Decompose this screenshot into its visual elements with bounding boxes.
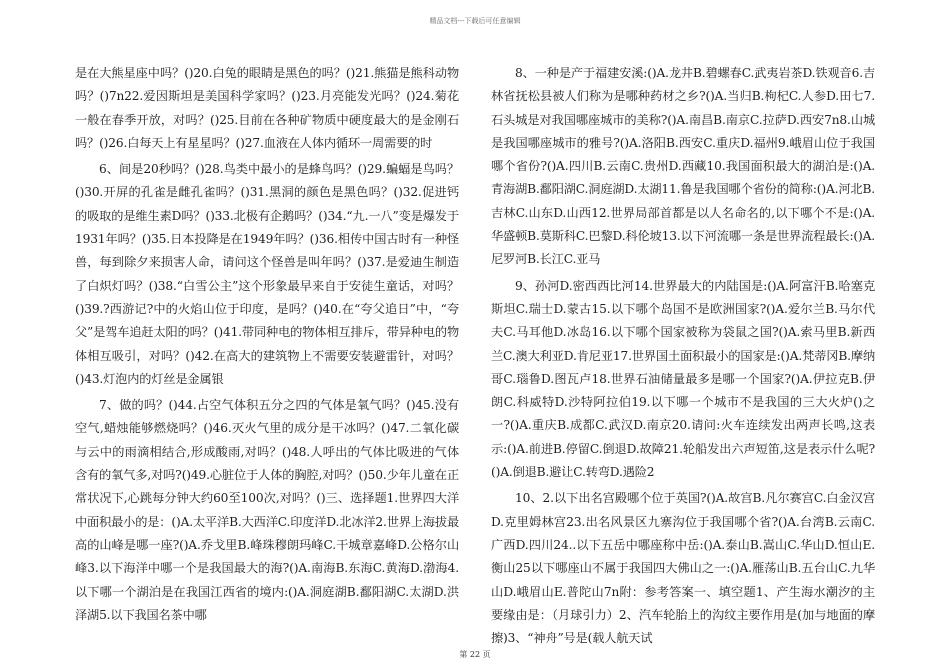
right-paragraph-1: 8、一种是产于福建安溪:()A.龙井B.碧螺春C.武夷岩茶D.铁观音6.吉林省抚松县被人们称为是哪种药材之乡?()A.当归B.枸杞C.人参D.田七7.石头城是对我国哪座城市的美称?()A.南昌B.南京C.拉萨D.西安7n8.山城是我国哪座城市的雅号?()A.洛阳B.西安C.重庆D.福州9.峨眉山位于我国哪个省份?()A.四川B.云南C.贵州D.西藏10.我国面积最大的湖泊是:()A.青海湖B.鄱阳湖C.洞庭湖D.太湖11.鲁是我国哪个省份的简称:()A.河北B.吉林C.山东D.山西12.世界局部首都是以人名命名的,以下哪个不是:()A.华盛顿B.莫斯科C.巴黎D.科伦坡13.以下河流哪一条是世界流程最长:()A.尼罗河B.长江C.亚马 — [491, 66, 875, 267]
left-column — [75, 62, 459, 630]
page-header: 精品文档---下载后可任意编辑 — [429, 17, 521, 25]
left-paragraph-3: 7、做的吗？()44.占空气体积五分之四的气体是氧气吗？()45.没有空气,蜡烛能够燃烧吗？()46.灭火气里的成分是干冰吗？()47.二氧化碳与云中的雨滴相结合,形成酸雨,对吗？()48.人呼出的气体比吸进的气体含有的氧气多,对吗?()49.心脏位于人体的胸腔,对吗？()50.少年儿童在正常状况下,心跳每分钟大约60至100次,对吗？()三、选择题1.世界四大洋中面积最小的是：()A.太平洋B.大西洋C.印度洋D.北冰洋2.世界上海拔最高的山峰是哪一座?()A.乔戈里B.峰珠穆朗玛峰C.干城章嘉峰D.公格尔山峰3.以下海洋中哪一个是我国最大的海?()A.南海B.东海C.黄海D.渤海4.以下哪一个湖泊是在我国江西省的境内:()A.洞庭湖B.鄱阳湖C.太湖D.洪泽湖5.以下我国名茶中哪 — [75, 398, 459, 622]
left-paragraph-1: 是在大熊星座中吗？()20.白兔的眼睛是黑色的吗？()21.熊猫是熊科动物吗？()7n22.爱因斯坦是美国科学家吗？()23.月亮能发光吗？()24.菊花一般在春季开放，对吗？()25.目前在各种矿物质中硬度最大的是金刚石吗？()26.白每天上有星星吗？()27.血液在人体内循环一周需要的时 — [75, 66, 459, 150]
left-paragraph-2: 6、间是20秒吗？()28.鸟类中最小的是蜂鸟吗？()29.蝙蝠是鸟吗？()30.开屏的孔雀是雌孔雀吗？()31.黑洞的颜色是黑色吗？()32.促进钙的吸取的是维生素D吗？()33.北极有企鹅吗？()34.“九.一八”变是爆发于1931年吗？()35.日本投降是在1949年吗？()36.相传中国古时有一种怪兽，每到除夕来损害人命，请问这个怪兽是叫年吗？()37.是爱迪生制造了白炽灯吗？()38.“白雪公主”这个形象最早来自于安徒生童话，对吗？()39.?西游记?中的火焰山位于印度，是吗？()40.在“夸父追日”中，“夸父”是驾车追赶太阳的吗？()41.带同种电的物体相互排斥，带异种电的物体相互吸引，对吗？()42.在高大的建筑物上不需要安装避雷针，对吗？()43.灯泡内的灯丝是金属银 — [75, 162, 459, 386]
right-paragraph-2: 9、孙河D.密西西比河14.世界最大的内陆国是:()A.阿富汗B.哈塞克斯坦C.瑞士D.蒙古15.以下哪个岛国不是欧洲国家?()A.爱尔兰B.马尔代夫C.马耳他D.冰岛16.以下哪个国家被称为袋鼠之国?()A.索马里B.新西兰C.澳大利亚D.肯尼亚17.世界国土面积最小的国家是:()A.梵蒂冈B.摩纳哥C.瑙鲁D.图瓦卢18.世界石油储量最多是哪一个国家?()A.伊拉克B.伊朗C.科威特D.沙特阿拉伯19.以下哪一个城市不是我国的三大火炉()之一?()A.重庆B.成都C.武汉D.南京20.请问:火车连续发出两声长鸣,这表示:()A.前进B.停留C.倒退D.故障21.轮船发出六声短笛,这是表示什么呢?()A.倒退B.避让C.转弯D.遇险2 — [491, 278, 875, 480]
right-column — [491, 62, 875, 653]
right-paragraph-3: 10、2.以下出名宫殿哪个位于英国?()A.故宫B.凡尔赛宫C.白金汉宫D.克里姆林宫23.出名风景区九寨沟位于我国哪个省?()A.台湾B.云南C.广西D.四川24..以下五岳中哪座称中岳:()A.泰山B.嵩山C.华山D.恒山E.衡山25以下哪座山不属于我国四大佛山之一:()A.雁荡山B.五台山C.九华山D.峨眉山E.普陀山7n附：参考答案一、填空题1、产生海水潮汐的主要缘由是：（月球引力）2、汽车轮胎上的沟纹主要作用是(加与地面的摩擦)3、“神舟”号是(载人航天试 — [491, 491, 875, 646]
page-number: 第 22 页 — [459, 650, 491, 659]
